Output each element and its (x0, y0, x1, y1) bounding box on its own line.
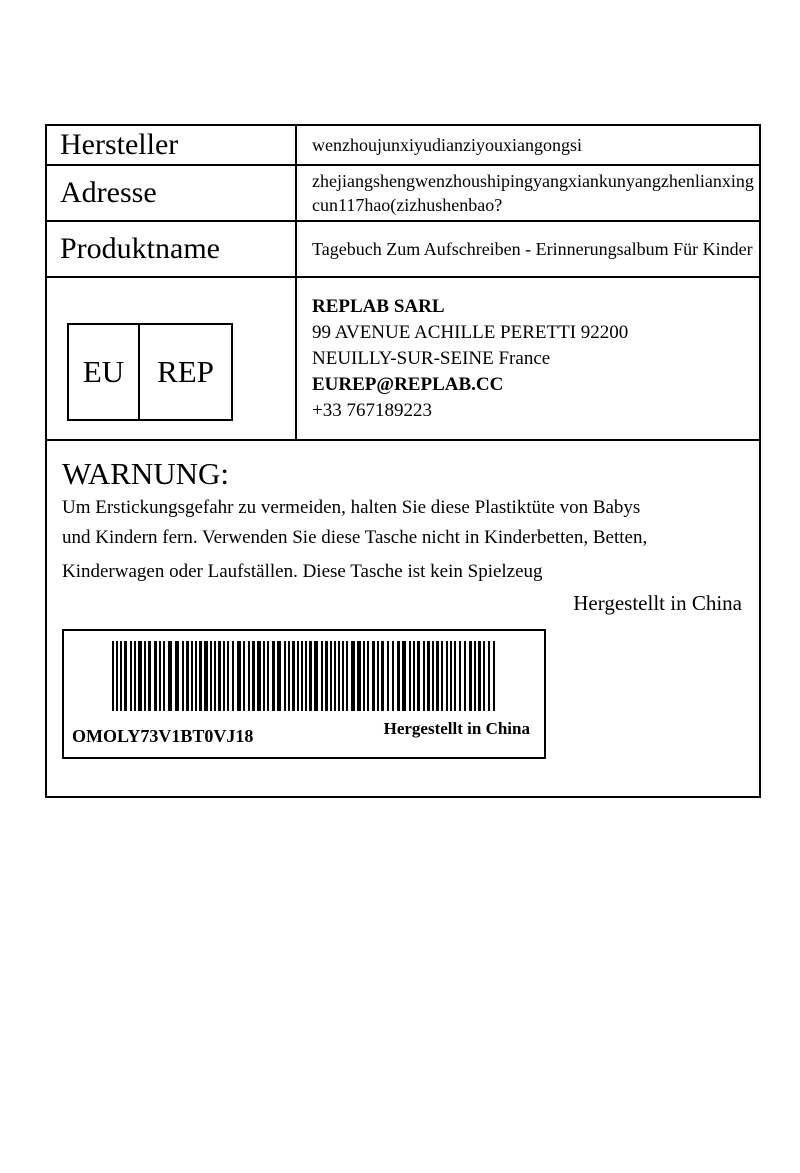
warning-line-3: Kinderwagen oder Laufställen. Diese Tasche ist kein Spielzeug (62, 561, 543, 582)
warning-line-1: Um Erstickungsgefahr zu vermeiden, halten Sie diese Plastiktüte von Babys (62, 497, 641, 518)
barcode-bar (454, 641, 456, 711)
product-name-key: Produktname (47, 222, 297, 276)
barcode-bar (493, 641, 495, 711)
barcode-bar (252, 641, 255, 711)
barcode-bar (199, 641, 202, 711)
eu-rep-address-line2: NEUILLY-SUR-SEINE France (312, 348, 551, 369)
barcode-bar (334, 641, 336, 711)
barcode-bar (175, 641, 179, 711)
barcode-bar (427, 641, 430, 711)
barcode-bar (195, 641, 197, 711)
barcode-bar (272, 641, 275, 711)
barcode-bar (387, 641, 389, 711)
barcode-bar (325, 641, 328, 711)
barcode-bar (159, 641, 161, 711)
barcode-bar (338, 641, 340, 711)
barcode-bar (441, 641, 443, 711)
barcode-image (112, 641, 498, 711)
barcode-bar (478, 641, 481, 711)
eu-rep-badge-eu: EU (69, 325, 140, 419)
barcode-bar (263, 641, 265, 711)
barcode-bar (450, 641, 452, 711)
manufacturer-key: Hersteller (47, 126, 297, 164)
barcode-bar (488, 641, 490, 711)
product-label (45, 124, 761, 798)
barcode-bar (392, 641, 394, 711)
barcode-bar (243, 641, 245, 711)
barcode-bar (301, 641, 303, 711)
barcode-bar (342, 641, 344, 711)
eu-rep-badge-rep: REP (157, 354, 214, 389)
barcode-bar (330, 641, 332, 711)
barcode-bar (367, 641, 369, 711)
warning-text (62, 495, 752, 589)
barcode-bar (423, 641, 425, 711)
barcode-bar (237, 641, 241, 711)
barcode-bar (346, 641, 348, 711)
barcode-bar (459, 641, 461, 711)
address-value: zhejiangshengwenzhoushipingyangxiankunyangzhenlianxingcun117hao(zizhushenbao? (312, 171, 754, 215)
barcode-bar (351, 641, 355, 711)
barcode-bar (227, 641, 229, 711)
manufacturer-row (47, 126, 759, 166)
barcode-bar (305, 641, 307, 711)
barcode-bar (182, 641, 184, 711)
barcode-bar (210, 641, 212, 711)
barcode-bar (163, 641, 165, 711)
eu-rep-phone: +33 767189223 (312, 400, 432, 421)
barcode-bar (292, 641, 295, 711)
barcode-bar (314, 641, 318, 711)
address-row (47, 166, 759, 222)
eu-rep-details (297, 278, 759, 439)
barcode-bar (413, 641, 415, 711)
barcode-bar (363, 641, 365, 711)
barcode-bar (218, 641, 221, 711)
barcode-bar (134, 641, 136, 711)
barcode-bar (377, 641, 379, 711)
barcode-bar (257, 641, 261, 711)
barcode-code: OMOLY73V1BT0VJ18 (72, 726, 254, 746)
barcode-bar (223, 641, 225, 711)
barcode-bar (277, 641, 281, 711)
product-name-value: Tagebuch Zum Aufschreiben - Erinnerungsalbum Für Kinder (312, 239, 753, 259)
barcode-bar (191, 641, 193, 711)
barcode-bar (321, 641, 323, 711)
barcode-bar (464, 641, 466, 711)
eu-rep-email: EUREP@REPLAB.CC (312, 374, 504, 395)
barcode-bar (284, 641, 286, 711)
barcode-bar (267, 641, 269, 711)
barcode-bar (124, 641, 127, 711)
eu-rep-row (47, 278, 759, 441)
eu-rep-badge-cell (47, 278, 297, 439)
made-in-text: Hergestellt in China (573, 591, 742, 615)
barcode-made-in: Hergestellt in China (383, 719, 530, 738)
barcode-bar (148, 641, 151, 711)
barcode-bar (446, 641, 448, 711)
barcode-bar (309, 641, 312, 711)
warning-line-2: und Kindern fern. Verwenden Sie diese Tasche nicht in Kinderbetten, Betten, (62, 527, 648, 548)
manufacturer-value: wenzhoujunxiyudianziyouxiangongsi (312, 135, 582, 155)
barcode-bar (372, 641, 375, 711)
barcode-bar (474, 641, 476, 711)
barcode-bar (469, 641, 472, 711)
eu-rep-address-line1: 99 AVENUE ACHILLE PERETTI 92200 (312, 322, 629, 343)
barcode-bar (112, 641, 114, 711)
barcode-bar (288, 641, 290, 711)
barcode-box (62, 629, 546, 759)
barcode-bar (402, 641, 406, 711)
address-key: Adresse (47, 166, 297, 220)
barcode-bar (357, 641, 361, 711)
barcode-bar (168, 641, 172, 711)
barcode-bar (483, 641, 485, 711)
product-name-row (47, 222, 759, 278)
barcode-bar (397, 641, 400, 711)
barcode-bar (138, 641, 142, 711)
barcode-bar (130, 641, 132, 711)
barcode-bar (204, 641, 208, 711)
barcode-bar (409, 641, 411, 711)
barcode-bar (417, 641, 420, 711)
barcode-bar (120, 641, 122, 711)
barcode-bar (248, 641, 250, 711)
barcode-bar (436, 641, 439, 711)
barcode-bar (381, 641, 384, 711)
warning-title: WARNUNG: (62, 456, 230, 491)
eu-rep-company: REPLAB SARL (312, 296, 445, 317)
barcode-bar (432, 641, 434, 711)
barcode-bar (154, 641, 157, 711)
barcode-bar (186, 641, 189, 711)
barcode-bar (116, 641, 118, 711)
barcode-bar (232, 641, 234, 711)
barcode-bar (144, 641, 146, 711)
eu-rep-badge (67, 323, 233, 421)
barcode-bar (297, 641, 299, 711)
barcode-bar (214, 641, 216, 711)
